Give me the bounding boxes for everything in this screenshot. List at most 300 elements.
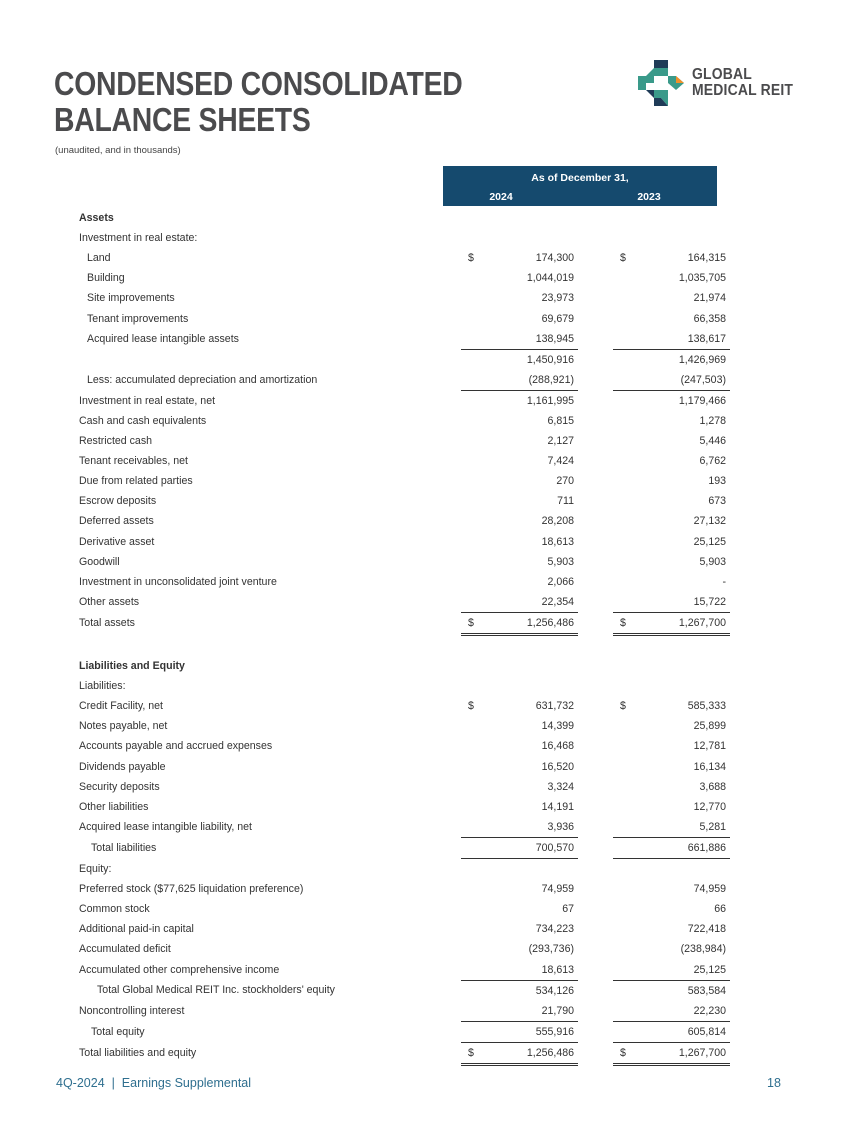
currency-symbol-2024 bbox=[461, 411, 490, 431]
spacer bbox=[726, 777, 730, 797]
row-label: Deferred assets bbox=[79, 515, 154, 528]
spacer bbox=[726, 1042, 730, 1064]
table-row bbox=[79, 612, 730, 634]
value-2024: 7,424 bbox=[547, 455, 574, 468]
value-2024: 16,468 bbox=[541, 740, 574, 753]
value-2023: 21,974 bbox=[693, 292, 726, 305]
column-gap bbox=[578, 777, 613, 797]
row-label: Total equity bbox=[91, 1025, 145, 1038]
value-2024: 711 bbox=[557, 495, 574, 508]
currency-symbol-2024 bbox=[461, 511, 490, 531]
row-label: Preferred stock ($77,625 liquidation preference) bbox=[79, 883, 304, 896]
table-row bbox=[79, 676, 730, 696]
column-gap bbox=[578, 1021, 613, 1042]
column-gap bbox=[578, 451, 613, 471]
currency-symbol-2024 bbox=[461, 532, 490, 552]
spacer bbox=[726, 837, 730, 858]
value-2024: 1,044,019 bbox=[526, 272, 574, 285]
value-2023: 15,722 bbox=[642, 592, 726, 613]
value-2023: 164,315 bbox=[687, 252, 726, 265]
currency-symbol-2023 bbox=[613, 411, 642, 431]
spacer bbox=[726, 879, 730, 899]
currency-symbol-2024 bbox=[461, 1001, 490, 1022]
table-row bbox=[79, 370, 730, 391]
currency-symbol-2024 bbox=[461, 431, 490, 451]
logo-wordmark bbox=[692, 67, 793, 99]
currency-symbol-2024 bbox=[461, 471, 490, 491]
table-row bbox=[79, 228, 730, 248]
currency-symbol-2023 bbox=[613, 592, 642, 613]
spacer bbox=[726, 959, 730, 980]
spacer bbox=[726, 471, 730, 491]
value-2023: 5,903 bbox=[699, 555, 726, 568]
value-2024: 22,354 bbox=[490, 592, 574, 613]
row-label: Tenant improvements bbox=[87, 312, 189, 325]
currency-symbol-2024: $ bbox=[461, 1042, 490, 1064]
currency-symbol-2024 bbox=[461, 879, 490, 899]
column-gap bbox=[578, 592, 613, 613]
row-label: Tenant receivables, net bbox=[79, 455, 188, 468]
as-of-label: As of December 31, bbox=[531, 172, 629, 184]
column-gap bbox=[578, 959, 613, 980]
currency-symbol-2023 bbox=[613, 451, 642, 471]
spacer bbox=[726, 491, 730, 511]
currency-symbol-2024 bbox=[461, 736, 490, 756]
table-row bbox=[79, 1042, 730, 1064]
value-2024 bbox=[490, 676, 574, 696]
currency-symbol-2023 bbox=[613, 308, 642, 328]
table-row bbox=[79, 736, 730, 756]
value-2023: 1,426,969 bbox=[678, 353, 726, 366]
value-2023: 583,584 bbox=[687, 984, 726, 997]
table-row bbox=[79, 777, 730, 797]
currency-symbol-2024 bbox=[461, 451, 490, 471]
spacer bbox=[726, 899, 730, 919]
year-2024-header: 2024 bbox=[489, 191, 513, 203]
currency-symbol-2024 bbox=[461, 308, 490, 328]
currency-symbol-2023: $ bbox=[620, 252, 626, 265]
column-gap bbox=[578, 349, 613, 370]
currency-symbol-2024 bbox=[461, 268, 490, 288]
value-2023: 193 bbox=[708, 475, 726, 488]
table-row bbox=[79, 349, 730, 370]
currency-symbol-2024 bbox=[461, 1021, 490, 1042]
spacer bbox=[726, 248, 730, 268]
currency-symbol-2023 bbox=[613, 939, 642, 959]
logo-line-2: MEDICAL REIT bbox=[692, 82, 794, 99]
currency-symbol-2023 bbox=[613, 980, 642, 1001]
currency-symbol-2024: $ bbox=[461, 612, 490, 634]
table-row bbox=[79, 390, 730, 411]
value-2024: 138,945 bbox=[490, 329, 574, 350]
page-subtitle: (unaudited, and in thousands) bbox=[55, 145, 181, 156]
value-2024 bbox=[490, 656, 574, 676]
currency-symbol-2023: $ bbox=[613, 612, 642, 634]
currency-symbol-2023 bbox=[613, 228, 642, 248]
spacer bbox=[726, 552, 730, 572]
spacer bbox=[726, 208, 730, 228]
footer-report-label: 4Q-2024 | Earnings Supplemental bbox=[56, 1076, 252, 1090]
value-2024: 174,300 bbox=[535, 252, 574, 265]
currency-symbol-2024 bbox=[461, 390, 490, 411]
currency-symbol-2023 bbox=[613, 329, 642, 350]
currency-symbol-2023 bbox=[613, 491, 642, 511]
column-gap bbox=[578, 837, 613, 858]
value-2023: 12,770 bbox=[693, 800, 726, 813]
table-row bbox=[79, 837, 730, 858]
value-2024: 1,256,486 bbox=[490, 612, 574, 634]
row-label: Goodwill bbox=[79, 555, 120, 568]
row-label: Dividends payable bbox=[79, 760, 166, 773]
table-row bbox=[79, 248, 730, 268]
value-2024: 1,161,995 bbox=[526, 394, 574, 407]
company-logo bbox=[636, 58, 804, 108]
column-gap bbox=[578, 797, 613, 817]
currency-symbol-2024 bbox=[461, 939, 490, 959]
value-2024: 734,223 bbox=[535, 923, 574, 936]
row-label: Credit Facility, net bbox=[79, 700, 163, 713]
row-label: Total Global Medical REIT Inc. stockholders' equity bbox=[97, 984, 335, 997]
row-label bbox=[79, 349, 461, 370]
table-row bbox=[79, 592, 730, 613]
table-row bbox=[79, 511, 730, 531]
column-gap bbox=[578, 696, 613, 716]
row-label: Noncontrolling interest bbox=[79, 1004, 185, 1017]
currency-symbol-2023 bbox=[613, 208, 642, 228]
currency-symbol-2023 bbox=[613, 370, 642, 391]
row-label: Liabilities: bbox=[79, 680, 126, 693]
value-2024 bbox=[490, 859, 574, 880]
currency-symbol-2024: $ bbox=[468, 700, 474, 713]
currency-symbol-2024 bbox=[461, 656, 490, 676]
currency-symbol-2024: $ bbox=[468, 252, 474, 265]
spacer bbox=[726, 939, 730, 959]
currency-symbol-2023 bbox=[613, 288, 642, 308]
currency-symbol-2023 bbox=[613, 511, 642, 531]
column-gap bbox=[578, 390, 613, 411]
currency-symbol-2023 bbox=[613, 431, 642, 451]
currency-symbol-2024 bbox=[461, 777, 490, 797]
value-2024: (288,921) bbox=[490, 370, 574, 391]
currency-symbol-2023 bbox=[613, 572, 642, 592]
value-2024: 74,959 bbox=[541, 883, 574, 896]
spacer bbox=[726, 696, 730, 716]
value-2024: 555,916 bbox=[490, 1021, 574, 1042]
spacer bbox=[726, 592, 730, 613]
column-gap bbox=[578, 370, 613, 391]
value-2023: 673 bbox=[708, 495, 726, 508]
value-2024: 6,815 bbox=[547, 414, 574, 427]
column-gap bbox=[578, 736, 613, 756]
row-label: Accumulated other comprehensive income bbox=[79, 963, 280, 976]
medical-cross-logo-icon bbox=[636, 58, 686, 108]
column-gap bbox=[578, 676, 613, 696]
spacer bbox=[726, 1021, 730, 1042]
currency-symbol-2024 bbox=[461, 797, 490, 817]
spacer bbox=[726, 308, 730, 328]
currency-symbol-2023 bbox=[613, 777, 642, 797]
value-2024: 18,613 bbox=[490, 959, 574, 980]
balance-sheet-table bbox=[79, 208, 730, 1066]
currency-symbol-2023 bbox=[613, 959, 642, 980]
page-number: 18 bbox=[767, 1076, 781, 1090]
value-2024: 5,903 bbox=[547, 555, 574, 568]
currency-symbol-2023 bbox=[613, 349, 642, 370]
value-2023: 66,358 bbox=[693, 312, 726, 325]
value-2024: 28,208 bbox=[541, 515, 574, 528]
table-row bbox=[79, 532, 730, 552]
logo-line-1: GLOBAL bbox=[692, 66, 752, 83]
currency-symbol-2023 bbox=[613, 1021, 642, 1042]
value-2023: 6,762 bbox=[699, 455, 726, 468]
table-row bbox=[79, 656, 730, 676]
table-row bbox=[79, 716, 730, 736]
row-label: Less: accumulated depreciation and amortization bbox=[87, 374, 318, 387]
table-row bbox=[79, 451, 730, 471]
row-label: Acquired lease intangible liability, net bbox=[79, 821, 252, 834]
currency-symbol-2023 bbox=[613, 532, 642, 552]
currency-symbol-2024 bbox=[461, 329, 490, 350]
value-2024: 14,191 bbox=[541, 800, 574, 813]
spacer bbox=[726, 757, 730, 777]
currency-symbol-2024 bbox=[461, 572, 490, 592]
column-header bbox=[443, 166, 717, 206]
spacer bbox=[726, 980, 730, 1001]
currency-symbol-2024 bbox=[461, 859, 490, 880]
spacer bbox=[726, 634, 730, 656]
table-row bbox=[79, 1001, 730, 1022]
table-row bbox=[79, 634, 730, 656]
column-gap bbox=[578, 329, 613, 350]
column-gap bbox=[578, 532, 613, 552]
value-2024: 14,399 bbox=[541, 720, 574, 733]
value-2024: 69,679 bbox=[541, 312, 574, 325]
value-2024: 1,256,486 bbox=[490, 1042, 574, 1064]
value-2023: 5,281 bbox=[642, 817, 726, 838]
value-2024: 16,520 bbox=[541, 760, 574, 773]
table-row bbox=[79, 208, 730, 228]
value-2023: 25,125 bbox=[693, 535, 726, 548]
spacer bbox=[726, 817, 730, 838]
row-label: Additional paid-in capital bbox=[79, 923, 194, 936]
spacer bbox=[726, 268, 730, 288]
value-2024 bbox=[490, 634, 574, 656]
column-gap bbox=[578, 612, 613, 634]
row-label: Accounts payable and accrued expenses bbox=[79, 740, 273, 753]
currency-symbol-2024 bbox=[461, 349, 490, 370]
spacer bbox=[726, 451, 730, 471]
currency-symbol-2023 bbox=[613, 859, 642, 880]
value-2023: 585,333 bbox=[687, 700, 726, 713]
value-2023: 1,179,466 bbox=[678, 394, 726, 407]
value-2024: 700,570 bbox=[490, 837, 574, 858]
column-gap bbox=[578, 511, 613, 531]
currency-symbol-2024 bbox=[461, 919, 490, 939]
currency-symbol-2023 bbox=[613, 716, 642, 736]
column-gap bbox=[578, 431, 613, 451]
row-label: Escrow deposits bbox=[79, 495, 157, 508]
spacer bbox=[726, 511, 730, 531]
currency-symbol-2023 bbox=[613, 837, 642, 858]
value-2023 bbox=[642, 656, 726, 676]
table-row bbox=[79, 939, 730, 959]
spacer bbox=[726, 656, 730, 676]
value-2023 bbox=[642, 634, 726, 656]
currency-symbol-2024 bbox=[461, 592, 490, 613]
table-row bbox=[79, 572, 730, 592]
currency-symbol-2024 bbox=[461, 757, 490, 777]
row-label: Other assets bbox=[79, 596, 140, 609]
spacer bbox=[726, 390, 730, 411]
page-title bbox=[54, 66, 462, 138]
value-2023: 3,688 bbox=[699, 780, 726, 793]
row-label: Accumulated deficit bbox=[79, 943, 171, 956]
column-gap bbox=[578, 939, 613, 959]
column-gap bbox=[578, 980, 613, 1001]
spacer bbox=[726, 572, 730, 592]
column-gap bbox=[578, 817, 613, 838]
column-gap bbox=[578, 572, 613, 592]
spacer bbox=[726, 612, 730, 634]
spacer bbox=[726, 919, 730, 939]
currency-symbol-2023 bbox=[613, 471, 642, 491]
table-row bbox=[79, 268, 730, 288]
column-gap bbox=[578, 308, 613, 328]
title-line-1: CONDENSED CONSOLIDATED bbox=[54, 65, 463, 102]
column-gap bbox=[578, 228, 613, 248]
value-2023: 605,814 bbox=[642, 1021, 726, 1042]
table-row bbox=[79, 980, 730, 1001]
value-2024: 270 bbox=[556, 475, 574, 488]
value-2023: 12,781 bbox=[693, 740, 726, 753]
value-2023: 1,035,705 bbox=[678, 272, 726, 285]
row-label: Acquired lease intangible assets bbox=[87, 332, 239, 345]
table-row bbox=[79, 757, 730, 777]
spacer bbox=[726, 228, 730, 248]
value-2023: 22,230 bbox=[642, 1001, 726, 1022]
currency-symbol-2023 bbox=[613, 656, 642, 676]
row-label: Investment in unconsolidated joint venture bbox=[79, 575, 277, 588]
table-row bbox=[79, 1021, 730, 1042]
value-2023: 1,267,700 bbox=[642, 1042, 726, 1064]
currency-symbol-2024 bbox=[461, 491, 490, 511]
value-2024: 3,324 bbox=[547, 780, 574, 793]
value-2023: 25,899 bbox=[693, 720, 726, 733]
currency-symbol-2023 bbox=[613, 919, 642, 939]
currency-symbol-2024 bbox=[461, 228, 490, 248]
currency-symbol-2024 bbox=[461, 634, 490, 656]
value-2023: 1,267,700 bbox=[642, 612, 726, 634]
column-gap bbox=[578, 656, 613, 676]
currency-symbol-2023 bbox=[613, 552, 642, 572]
column-gap bbox=[578, 1001, 613, 1022]
spacer bbox=[726, 736, 730, 756]
row-label: Assets bbox=[79, 212, 114, 225]
currency-symbol-2024 bbox=[461, 980, 490, 1001]
table-row bbox=[79, 859, 730, 880]
spacer bbox=[726, 1001, 730, 1022]
column-gap bbox=[578, 552, 613, 572]
currency-symbol-2023 bbox=[613, 879, 642, 899]
column-gap bbox=[578, 208, 613, 228]
currency-symbol-2023 bbox=[613, 736, 642, 756]
row-label: Other liabilities bbox=[79, 800, 149, 813]
row-label: Restricted cash bbox=[79, 435, 153, 448]
row-label: Total liabilities bbox=[91, 841, 157, 854]
column-gap bbox=[578, 268, 613, 288]
value-2023: 661,886 bbox=[642, 837, 726, 858]
row-label: Notes payable, net bbox=[79, 720, 168, 733]
row-label: Derivative asset bbox=[79, 535, 155, 548]
currency-symbol-2023 bbox=[613, 757, 642, 777]
value-2023: 5,446 bbox=[699, 435, 726, 448]
row-label: Total assets bbox=[79, 617, 135, 630]
value-2024: 21,790 bbox=[490, 1001, 574, 1022]
row-label: Total liabilities and equity bbox=[79, 1047, 197, 1060]
row-label bbox=[79, 634, 461, 656]
row-label: Cash and cash equivalents bbox=[79, 414, 207, 427]
value-2023: 27,132 bbox=[693, 515, 726, 528]
column-gap bbox=[578, 716, 613, 736]
currency-symbol-2024 bbox=[461, 817, 490, 838]
table-row bbox=[79, 471, 730, 491]
value-2023 bbox=[642, 676, 726, 696]
row-label: Site improvements bbox=[87, 292, 175, 305]
value-2023: 722,418 bbox=[687, 923, 726, 936]
table-row bbox=[79, 308, 730, 328]
currency-symbol-2024 bbox=[461, 716, 490, 736]
spacer bbox=[726, 532, 730, 552]
spacer bbox=[726, 370, 730, 391]
value-2023 bbox=[642, 228, 726, 248]
table-row bbox=[79, 288, 730, 308]
value-2024: (293,736) bbox=[528, 943, 574, 956]
spacer bbox=[726, 797, 730, 817]
row-label: Common stock bbox=[79, 903, 150, 916]
currency-symbol-2024 bbox=[461, 552, 490, 572]
currency-symbol-2024 bbox=[461, 676, 490, 696]
value-2023: 25,125 bbox=[642, 959, 726, 980]
row-label: Equity: bbox=[79, 862, 112, 875]
value-2024: 631,732 bbox=[535, 700, 574, 713]
currency-symbol-2024 bbox=[461, 959, 490, 980]
table-row bbox=[79, 696, 730, 716]
value-2024: 67 bbox=[562, 903, 574, 916]
value-2024: 534,126 bbox=[535, 984, 574, 997]
row-label: Security deposits bbox=[79, 780, 160, 793]
table-row bbox=[79, 919, 730, 939]
column-gap bbox=[578, 288, 613, 308]
column-gap bbox=[578, 411, 613, 431]
currency-symbol-2023 bbox=[613, 899, 642, 919]
table-row bbox=[79, 411, 730, 431]
currency-symbol-2023 bbox=[613, 797, 642, 817]
row-label: Building bbox=[87, 272, 125, 285]
column-gap bbox=[578, 634, 613, 656]
spacer bbox=[726, 859, 730, 880]
table-row bbox=[79, 899, 730, 919]
currency-symbol-2024 bbox=[461, 370, 490, 391]
value-2024 bbox=[490, 208, 574, 228]
column-gap bbox=[578, 879, 613, 899]
currency-symbol-2023 bbox=[613, 634, 642, 656]
value-2023: - bbox=[722, 575, 726, 588]
spacer bbox=[726, 411, 730, 431]
currency-symbol-2023 bbox=[613, 1001, 642, 1022]
column-gap bbox=[578, 899, 613, 919]
table-row bbox=[79, 552, 730, 572]
currency-symbol-2024 bbox=[461, 208, 490, 228]
